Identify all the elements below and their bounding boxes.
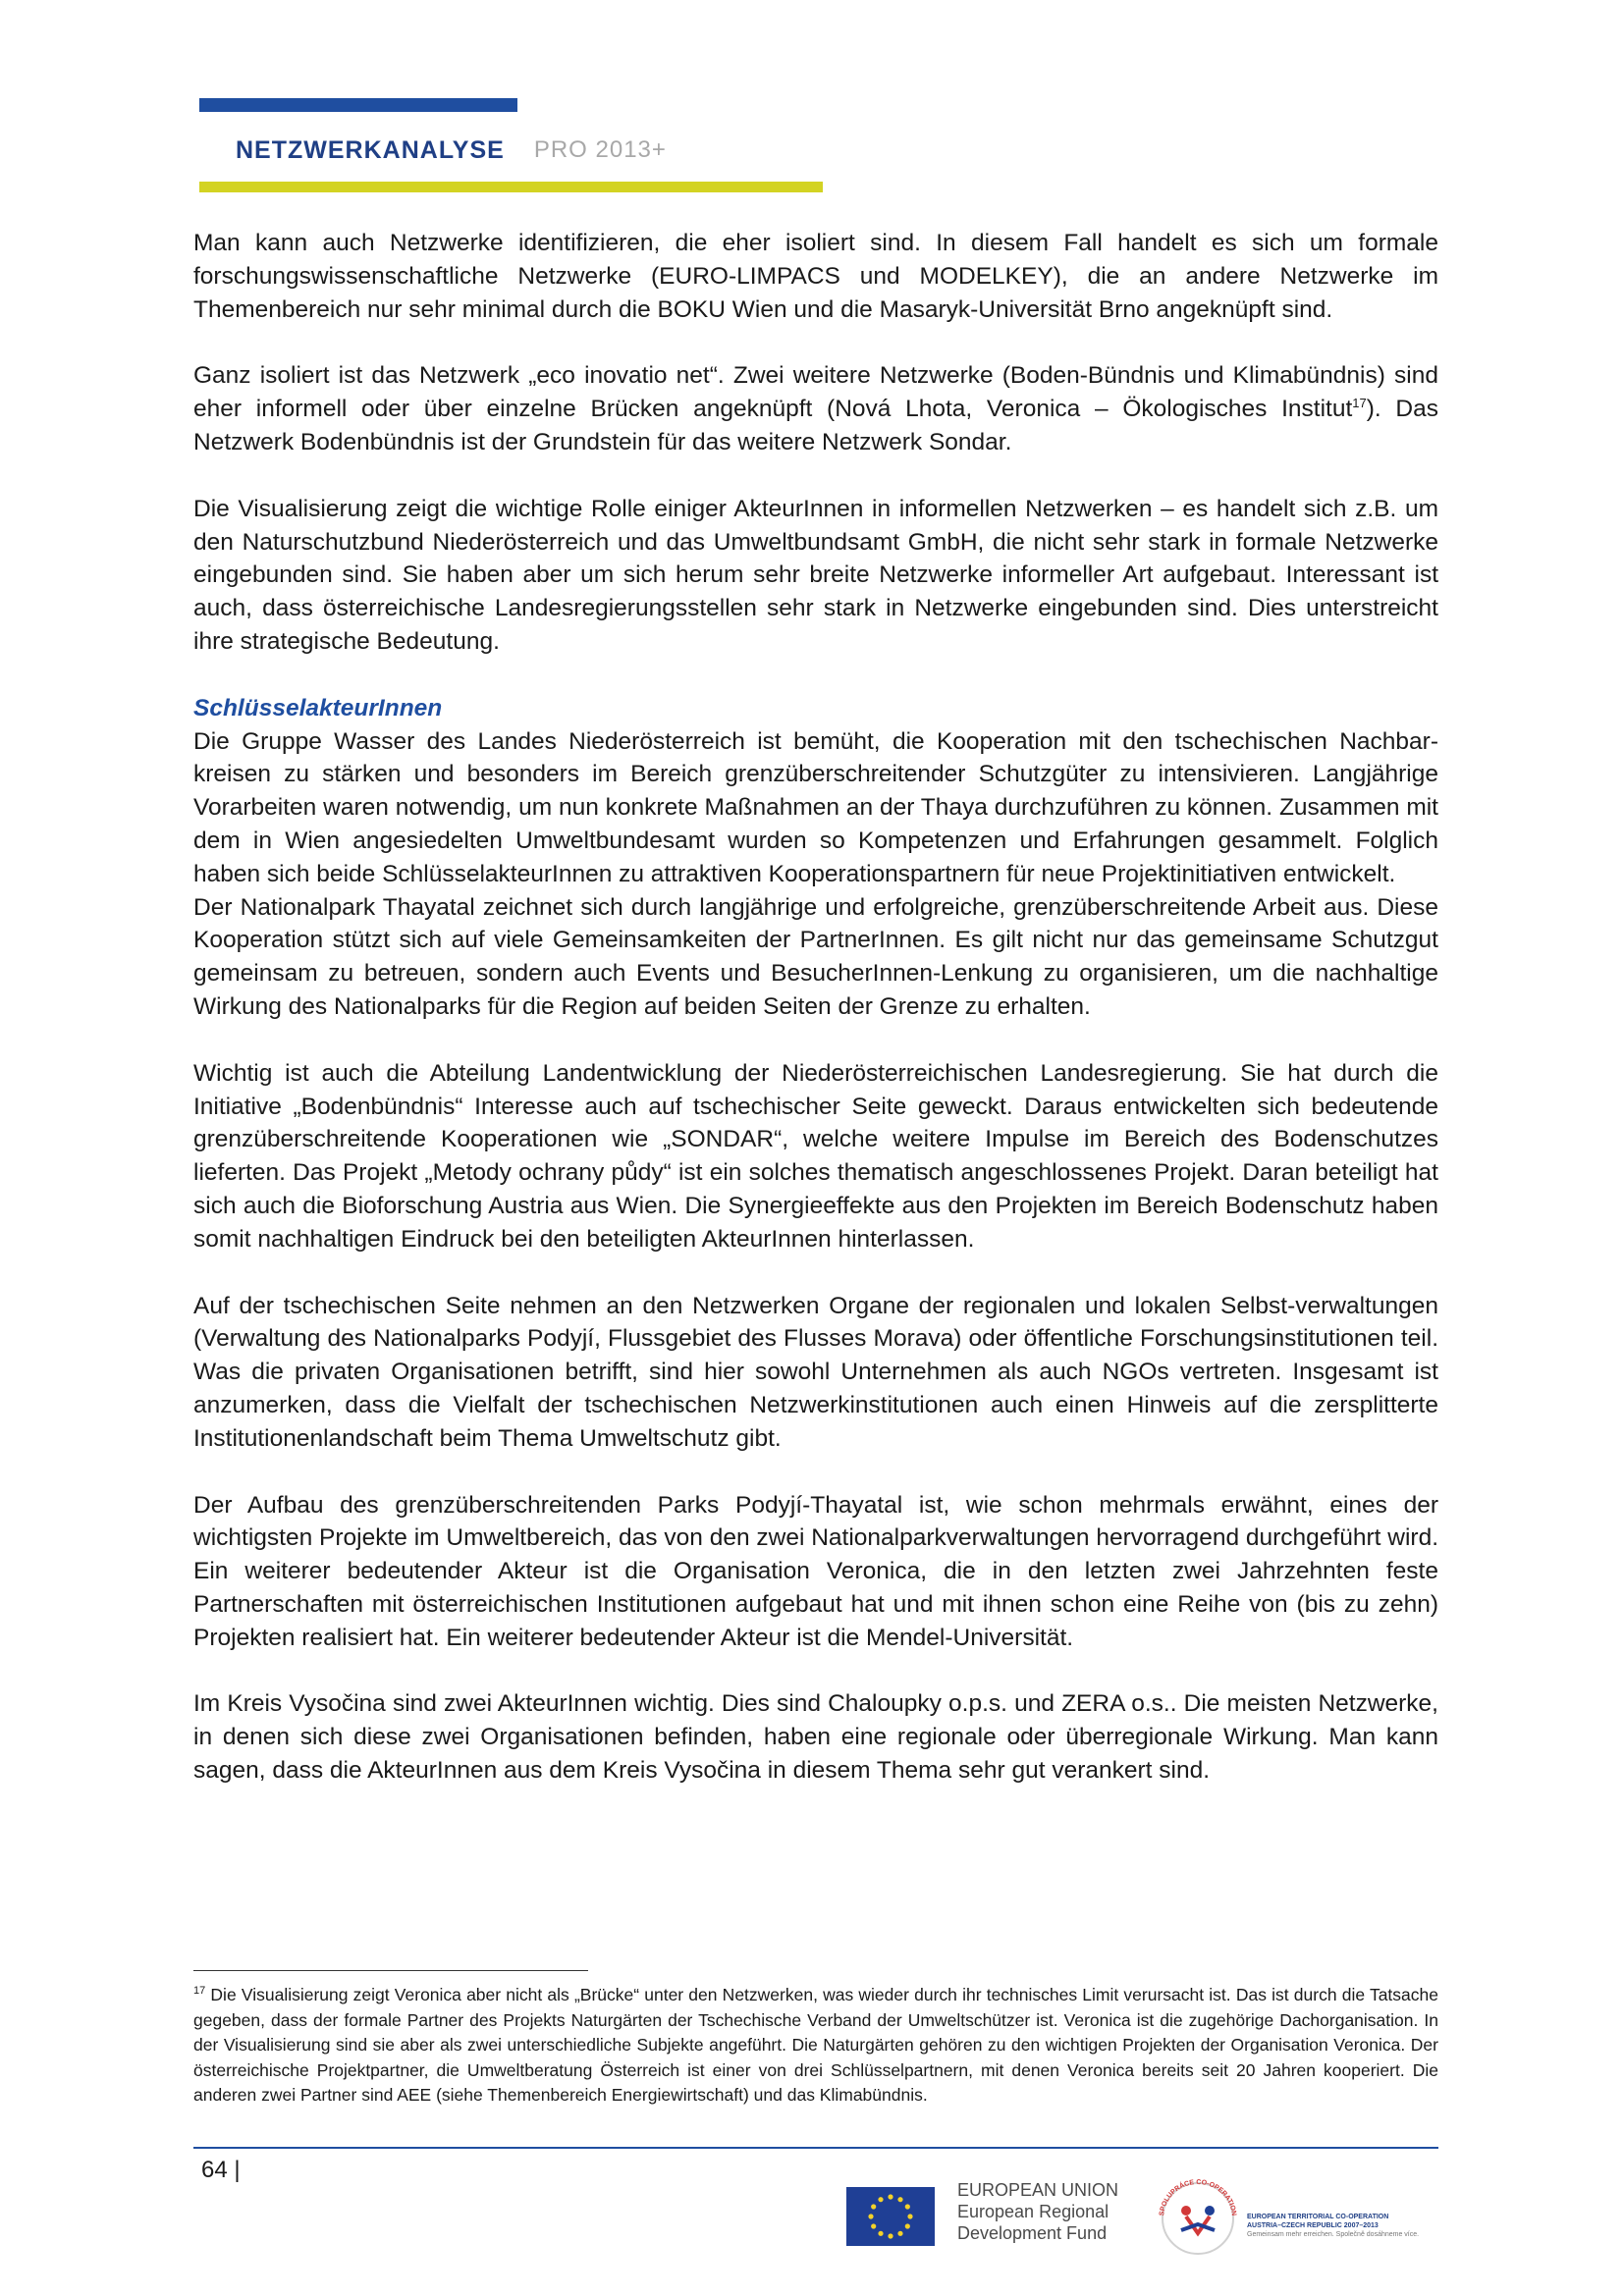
paragraph-eco-inovatio-a: Ganz isoliert ist das Netzwerk „eco inovatio net“. Zwei weitere Netzwerke (Boden-Bündnis und Klimabündnis) sind eher informell oder über einzelne Brücken angeknüpft (Nová Lhota, Veronica – Ökologisches Institut xyxy=(193,362,1438,423)
eu-line-2: European Regional xyxy=(957,2202,1109,2221)
etc-line-3: Gemeinsam mehr erreichen. Společně dosáhneme více. xyxy=(1247,2231,1420,2238)
paragraph-eco-inovatio-b: ). Das Netzwerk Bodenbündnis ist der Grundstein für das weitere Netzwerk Sondar. xyxy=(193,396,1438,455)
header-subtitle: PRO 2013+ xyxy=(533,136,667,163)
eu-star-icon xyxy=(897,2197,902,2202)
eu-star-icon xyxy=(888,2194,893,2199)
eu-star-icon xyxy=(905,2223,910,2228)
etc-line-1: EUROPEAN TERRITORIAL CO-OPERATION xyxy=(1247,2214,1389,2220)
paragraph-visualisation: Die Visualisierung zeigt die wichtige Rolle einiger AkteurInnen in informellen Netzwerken – es handelt sich z.B. um den Naturschutzbund Niederösterreich und das Umweltbundsamt GmbH, die nicht sehr stark in formale Netzwerke eingebunden sind. Sie haben aber um sich herum sehr breite Netzwerke informeller Art aufgebaut. Interessant ist auch, dass österreichische Landesregierungsstellen sehr stark in Netzwerke eingebunden sind. Dies unterstreicht ihre strategische Bedeutung. xyxy=(193,495,1438,655)
eu-star-icon xyxy=(878,2231,883,2236)
paragraph-eco-inovatio xyxy=(193,359,1438,458)
page-number: 64 | xyxy=(201,2157,241,2183)
paragraph-nationalpark: Der Nationalpark Thayatal zeichnet sich durch langjährige und erfolgreiche, grenzüberschreitende Arbeit aus. Diese Kooperation stützt sich auf viele Gemeinsamkeiten der PartnerInnen. Es gilt nicht nur das gemeinsame Schutzgut gemeinsam zu betreuen, sondern auch Events und BesucherInnen-Lenkung zu organisieren, um die nachhaltige Wirkung des Nationalparks für die Region auf beiden Seiten der Grenze zu erhalten. xyxy=(193,893,1438,1020)
footnote-reference[interactable]: 17 xyxy=(1352,396,1367,411)
paragraph-gruppe-wasser: Die Gruppe Wasser des Landes Niederösterreich ist bemüht, die Kooperation mit den tschechischen Nachbar-kreisen zu stärken und besonders im Bereich grenzüberschreitender Schutzgüter zu intensivieren. Langjährige Vorarbeiten waren notwendig, um nun konkrete Maßnahmen an der Thaya durchzuführen zu können. Zusammen mit dem in Wien angesiedelten Umweltbundesamt wurden so Kompetenzen und Erfahrungen gesammelt. Folglich haben sich beide SchlüsselakteurInnen zu attraktiven Kooperationspartnern für neue Projektinitiativen entwickelt. xyxy=(193,727,1438,887)
footnote-text: Die Visualisierung zeigt Veronica aber nicht als „Brücke“ unter den Netzwerken, was wieder durch ihr technisches Limit verursacht ist. Das ist durch die Tatsache gegeben, dass der formale Partner des Projekts Naturgärten der Tschechische Verband der Umweltschützer ist. Veronica ist die zugehörige Dachorganisation. In der Visualisierung sind sie aber als zwei unterschiedliche Subjekte angeführt. Die Naturgärten gehören zu den wichtigen Projekten der Organisation Veronica. Der österreichische Projektpartner, die Umweltberatung Österreich ist einer von drei Schlüsselpartnern, mit denen Veronica bereits seit 20 Jahren kooperiert. Die anderen zwei Partner sind AEE (siehe Themenbereich Energiewirtschaft) und das Klimabündnis. xyxy=(193,1985,1438,2105)
eu-star-icon xyxy=(888,2233,893,2238)
header-title: NETZWERKANALYSE xyxy=(236,135,505,164)
eu-line-3: Development Fund xyxy=(957,2223,1108,2243)
eu-star-icon xyxy=(871,2204,876,2209)
body-text xyxy=(193,227,1438,1821)
cooperation-logo-icon xyxy=(1154,2160,1242,2269)
section-heading: SchlüsselakteurInnen xyxy=(193,694,443,721)
eu-star-icon xyxy=(868,2214,873,2218)
eu-star-icon xyxy=(907,2214,912,2218)
paragraph-isolated-networks: Man kann auch Netzwerke identifizieren, die eher isoliert sind. In diesem Fall handelt es sich um formale forschungswissenschaftliche Netzwerke (EURO-LIMPACS und MODELKEY), die an andere Netzwerke im Themenbereich nur sehr minimal durch die BOKU Wien und die Masaryk-Universität Brno angeknüpft sind. xyxy=(193,230,1438,323)
svg-text:SPOLUPRÁCE CO-OPERATION xyxy=(1159,2179,1237,2216)
footnote xyxy=(193,1983,1438,2109)
header-blue-bar xyxy=(199,98,517,112)
running-header xyxy=(236,131,667,170)
eu-star-icon xyxy=(878,2197,883,2202)
paragraph-vysocina: Im Kreis Vysočina sind zwei AkteurInnen wichtig. Dies sind Chaloupky o.p.s. und ZERA o.s.. Die meisten Netzwerke, in denen sich diese zwei Organisationen befinden, haben eine regionale oder überregionale Wirkung. Man kann sagen, dass die AkteurInnen aus dem Kreis Vysočina in diesem Thema sehr gut verankert sind. xyxy=(193,1690,1438,1785)
footer-rule xyxy=(193,2147,1438,2149)
eu-line-1: EUROPEAN UNION xyxy=(957,2180,1119,2200)
footnote-number: 17 xyxy=(193,1985,206,1998)
footnote-rule xyxy=(193,1970,588,1971)
eu-star-icon xyxy=(897,2231,902,2236)
etc-logo-text: SPOLUPRÁCE CO-OPERATION xyxy=(1159,2178,1237,2216)
eu-star-icon xyxy=(871,2223,876,2228)
paragraph-podyji-thayatal: Der Aufbau des grenzüberschreitenden Parks Podyjí-Thayatal ist, wie schon mehrmals erwähnt, eines der wichtigsten Projekte im Umweltbereich, das von den zwei Nationalparkverwaltungen hervorragend durchgeführt wird. Ein weiterer bedeutender Akteur ist die Organisation Veronica, die in den letzten zwei Jahrzehnten feste Partnerschaften mit österreichischen Institutionen aufgebaut hat und mit ihnen schon eine Reihe von (bis zu zehn) Projekten realisiert hat. Ein weiterer bedeutender Akteur ist die Mendel-Universität. xyxy=(193,1491,1438,1651)
paragraph-landentwicklung: Wichtig ist auch die Abteilung Landentwicklung der Niederösterreichischen Landesregierung. Sie hat durch die Initiative „Bodenbündnis“ Interesse auch auf tschechischer Seite geweckt. Daraus entwickelten sich bedeutende grenzüberschreitende Kooperationen wie „SONDAR“, welche weitere Impulse im Bereich des Bodenschutzes lieferten. Das Projekt „Metody ochrany půdy“ ist ein solches thematisch angeschlossenes Projekt. Daran beteiligt hat sich auch die Bioforschung Austria aus Wien. Die Synergieeffekte aus den Projekten im Bereich Bodenschutz haben somit nachhaltigen Eindruck bei den beteiligten AkteurInnen hinterlassen. xyxy=(193,1059,1438,1253)
paragraph-czech-side: Auf der tschechischen Seite nehmen an den Netzwerken Organe der regionalen und lokalen Selbst-verwaltungen (Verwaltung des Nationalparks Podyjí, Flussgebiet des Flusses Morava) oder öffentliche Forschungsinstitutionen teil. Was die privaten Organisationen betrifft, sind hier sowohl Unternehmen als auch NGOs vertreten. Insgesamt ist anzumerken, dass die Vielfalt der tschechischen Netzwerkinstitutionen auch einen Hinweis auf die zersplitterte Institutionenlandschaft beim Thema Umweltschutz gibt. xyxy=(193,1292,1438,1452)
eu-fund-label xyxy=(957,2179,1118,2244)
etc-label xyxy=(1247,2213,1443,2239)
etc-line-2: AUSTRIA–CZECH REPUBLIC 2007–2013 xyxy=(1247,2222,1379,2229)
eu-flag-icon xyxy=(846,2187,935,2246)
eu-star-icon xyxy=(905,2204,910,2209)
header-yellow-bar xyxy=(199,182,823,192)
